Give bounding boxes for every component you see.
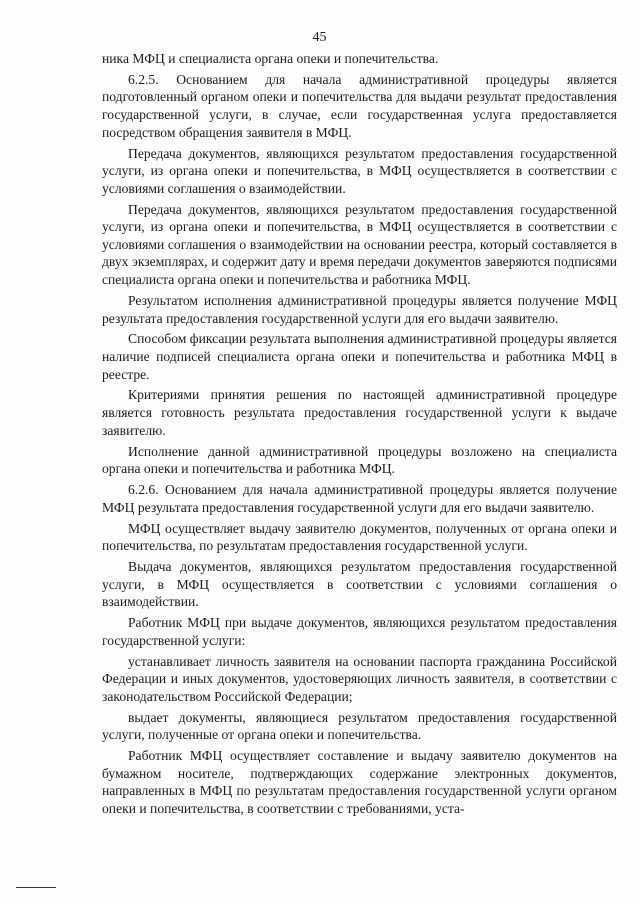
paragraph: ника МФЦ и специалиста органа опеки и попечительства.: [102, 51, 439, 66]
paragraph: МФЦ осуществляет выдачу заявителю документов, полученных от органа опеки и попечительства, по результатам предоставления государственной услуги.: [102, 520, 617, 554]
paragraph: Исполнение данной административной процедуры возложено на специалиста органа опеки и попечительства и работника МФЦ.: [102, 443, 617, 477]
paragraph: Способом фиксации результата выполнения административной процедуры является наличие подписей специалиста органа опеки и попечительства и работника МФЦ в реестре.: [102, 331, 617, 382]
page-body: [102, 50, 617, 821]
paragraph: Работник МФЦ при выдаче документов, являющихся результатом предоставления государственной услуги:: [102, 615, 617, 648]
paragraph: выдает документы, являющиеся результатом предоставления государственной услуги, полученные от органа опеки и попечительства.: [102, 709, 617, 743]
paragraph: Передача документов, являющихся результатом предоставления государственной услуги, из органа опеки и попечительства, в МФЦ осуществляется в соответствии с условиями соглашения о взаимодействии.: [102, 145, 617, 196]
paragraph: Работник МФЦ осуществляет составление и выдачу заявителю документов на бумажном носителе, подтверждающих содержание электронных документов, направленных в МФЦ по результатам предоставления государственной услуги органом опеки и попечительства, в соответствии с требованиями, уста-: [102, 748, 617, 816]
paragraph: устанавливает личность заявителя на основании паспорта гражданина Российской Федерации и иных документов, удостоверяющих личность заявителя, в соответствии с законодательством Российской Федерации;: [102, 653, 617, 704]
paragraph: 6.2.5. Основанием для начала административной процедуры является подготовленный органом опеки и попечительства для выдачи результат предоставления государственной услуги, в случае, если государственная услуга предоставляется посредством обращения заявителя в МФЦ.: [102, 71, 617, 140]
paragraph: Результатом исполнения административной процедуры является получение МФЦ результата предоставления государственной услуги для его выдачи заявителю.: [102, 292, 617, 326]
paragraph: Критериями принятия решения по настоящей административной процедуре является готовность результата предоставления государственной услуги к выдаче заявителю.: [102, 387, 617, 438]
page-number: 45: [312, 30, 327, 45]
paragraph: 6.2.6. Основанием для начала административной процедуры является получение МФЦ результата предоставления государственной услуги для его выдачи заявителю.: [102, 482, 617, 515]
footnote-divider: [16, 887, 56, 888]
paragraph: Выдача документов, являющихся результатом предоставления государственной услуги, в МФЦ осуществляется в соответствии с условиями соглашения о взаимодействии.: [102, 559, 617, 610]
paragraph: Передача документов, являющихся результатом предоставления государственной услуги, из органа опеки и попечительства, в МФЦ осуществляется в соответствии с условиями соглашения о взаимодействии на основании реестра, который составляется в двух экземплярах, и содержит дату и время передачи документов заверяются подписями специалиста органа опеки и попечительства и работника МФЦ.: [102, 201, 617, 288]
